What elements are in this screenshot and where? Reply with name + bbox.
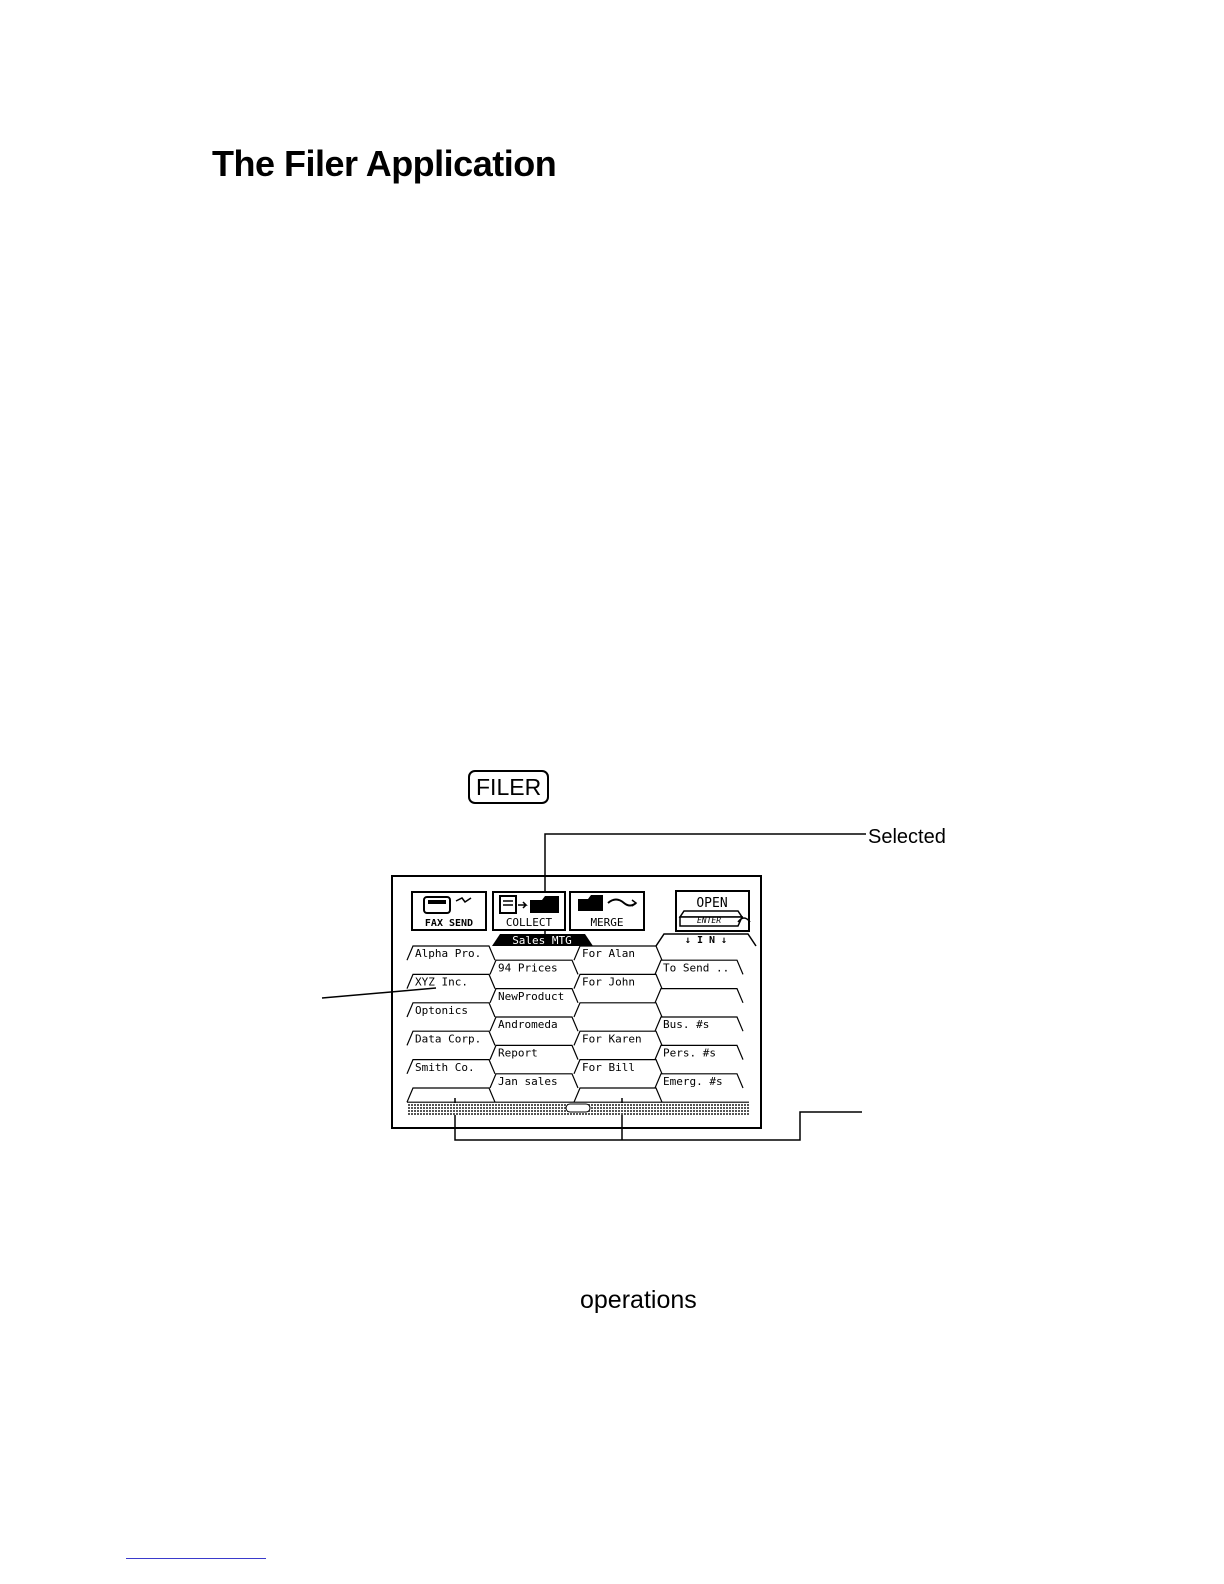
folder-tab-label: Smith Co. <box>415 1060 475 1074</box>
collect-button[interactable] <box>493 892 565 930</box>
footer-rule <box>126 1558 266 1559</box>
selected-tab-label: Sales MTG <box>512 934 572 947</box>
folder-tab-label: NewProduct <box>498 989 565 1003</box>
fax-send-label: FAX SEND <box>424 918 474 929</box>
open-button[interactable] <box>676 891 750 931</box>
folder-tab-label: Andromeda <box>498 1018 558 1032</box>
operations-caption: operations <box>580 1286 697 1314</box>
folder-tab-label: For John <box>582 975 635 989</box>
page-title: The Filer Application <box>212 143 557 184</box>
folder-tab-label: Report <box>498 1046 538 1060</box>
merge-label: MERGE <box>590 916 624 929</box>
collect-label: COLLECT <box>505 916 553 929</box>
indicator-label: ↓ I N ↓ <box>684 935 728 946</box>
folder-tab-label: Data Corp. <box>415 1032 482 1046</box>
selected-folder-tab[interactable] <box>492 934 593 947</box>
folder-tab-label: Bus. #s <box>663 1018 710 1032</box>
merge-button[interactable] <box>570 892 644 930</box>
folder-tab-label: For Karen <box>582 1032 642 1046</box>
folder-tab-label: Alpha Pro. <box>415 947 482 961</box>
selected-callout-label: Selected <box>868 826 946 848</box>
filer-key: FILER <box>468 770 549 804</box>
folder-tab-label: 94 Prices <box>498 961 558 975</box>
folder-tab-label: For Alan <box>582 947 635 961</box>
fax-send-button[interactable] <box>412 892 486 930</box>
folder-tab-label: XYZ Inc. <box>415 975 468 989</box>
open-label: OPEN <box>696 896 728 911</box>
folder-tab-label: For Bill <box>582 1060 635 1074</box>
folder-tab-label: To Send .. <box>663 961 730 975</box>
folder-tab-label: Optonics <box>415 1004 468 1017</box>
folder-tab-label: Pers. #s <box>663 1046 716 1060</box>
folder-tab-label: Jan sales <box>498 1075 558 1088</box>
enter-label: ENTER <box>696 916 722 925</box>
folder-tab-label: Emerg. #s <box>663 1075 723 1088</box>
scroll-thumb[interactable] <box>566 1104 590 1112</box>
